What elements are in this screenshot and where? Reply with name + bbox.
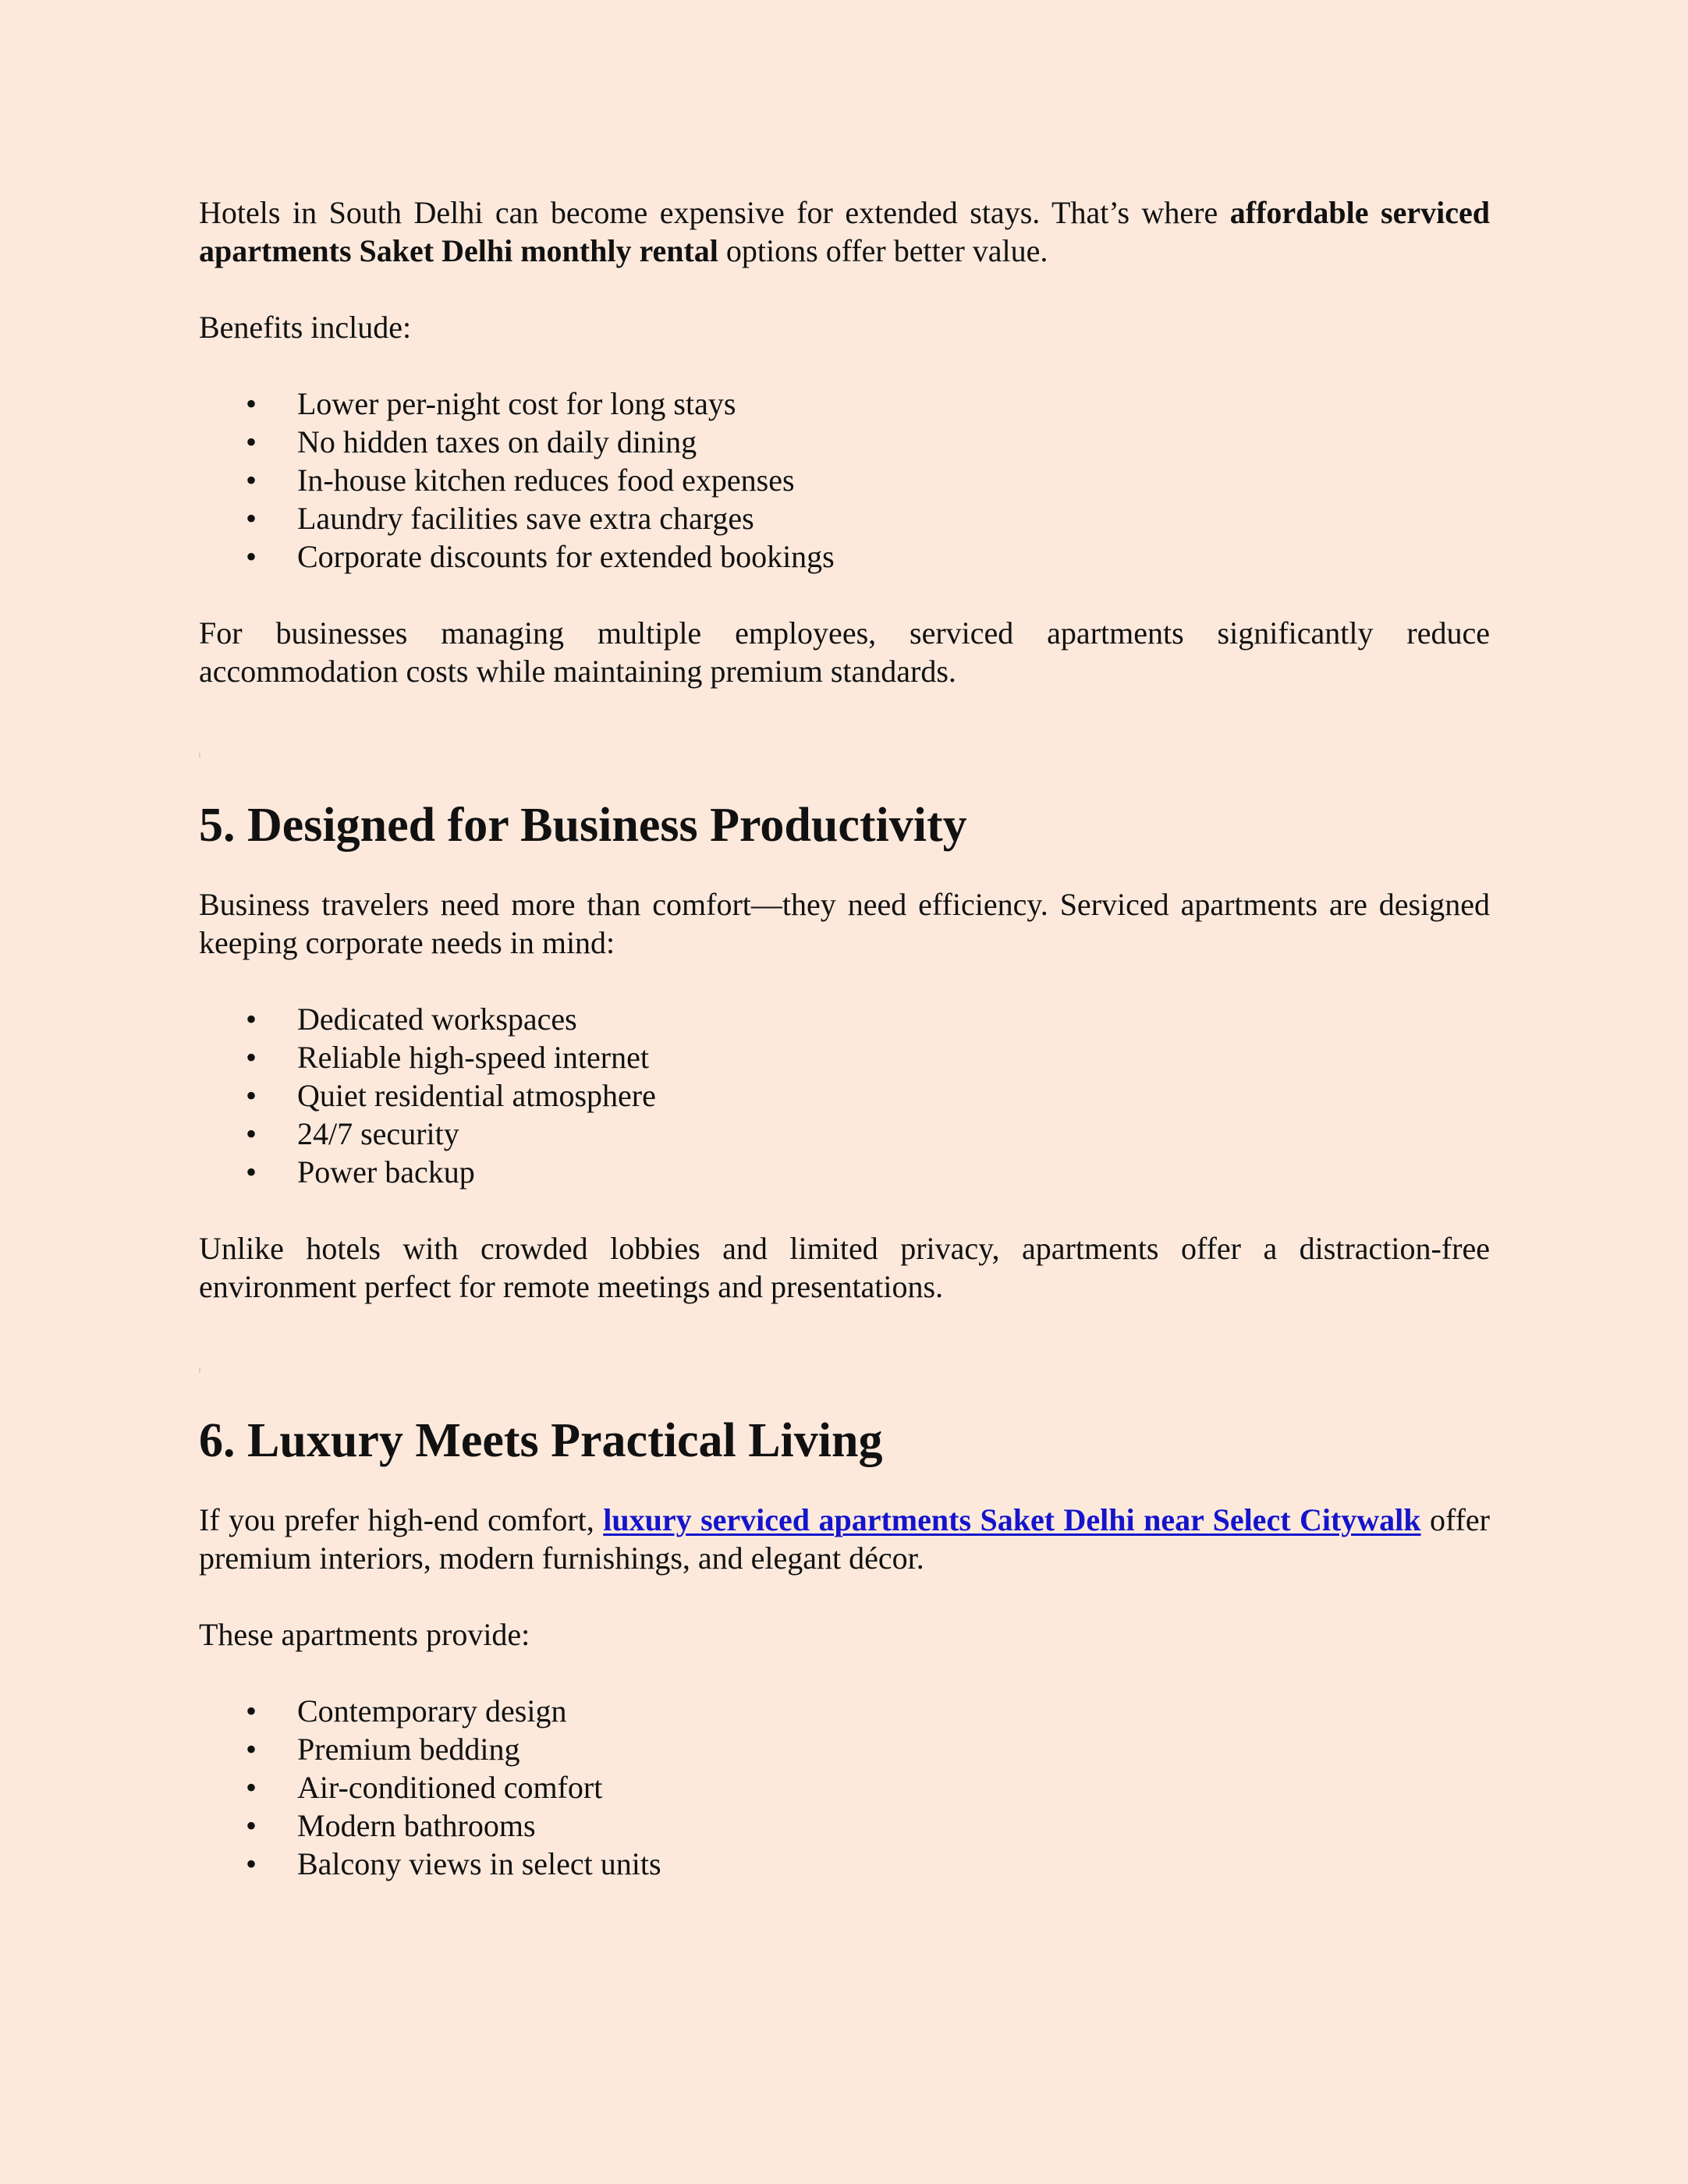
section-5-closing: Unlike hotels with crowded lobbies and limited privacy, apartments offer a distraction-free environment perfect for remote meetings and presentations.	[199, 1231, 1490, 1304]
bullet-icon: •	[246, 1116, 257, 1151]
section-6-intro	[199, 1501, 1490, 1577]
bullet-icon: •	[246, 1808, 257, 1843]
bullet-icon: •	[246, 501, 257, 536]
intro-paragraph	[199, 193, 1490, 270]
intro-text-start: Hotels in South Delhi can become expensive for extended stays. That’s where	[199, 195, 1230, 230]
section-6-lead: These apartments provide:	[199, 1617, 530, 1652]
bullet-icon: •	[246, 539, 257, 574]
list-item: • Quiet residential atmosphere	[246, 1078, 656, 1113]
list-item: • Corporate discounts for extended bookings	[246, 539, 835, 574]
bullet-icon: •	[246, 1693, 257, 1728]
section-6-heading: 6. Luxury Meets Practical Living	[199, 1414, 883, 1467]
list-item: • Air-conditioned comfort	[246, 1770, 603, 1805]
luxury-apartments-link[interactable]: luxury serviced apartments Saket Delhi near Select Citywalk	[603, 1502, 1421, 1537]
bullet-icon: •	[246, 424, 257, 459]
intro-closing-paragraph: For businesses managing multiple employees, serviced apartments significantly reduce accommodation costs while maintaining premium standards.	[199, 615, 1490, 689]
document-page	[199, 193, 1490, 1883]
bullet-icon: •	[246, 1770, 257, 1805]
list-item: • Dedicated workspaces	[246, 1002, 577, 1037]
productivity-list	[199, 1000, 1490, 1191]
section-6-text-end: offer premium interiors, modern furnishings, and elegant décor.	[199, 1502, 1491, 1576]
list-item: • 24/7 security	[246, 1116, 459, 1151]
list-item: • Lower per-night cost for long stays	[246, 386, 736, 421]
section-5-heading: 5. Designed for Business Productivity	[199, 799, 967, 852]
bullet-icon: •	[246, 386, 257, 421]
list-item: • Laundry facilities save extra charges	[246, 501, 754, 536]
list-item: • In-house kitchen reduces food expenses	[246, 463, 795, 498]
bullet-icon: •	[246, 1846, 257, 1881]
benefits-lead: Benefits include:	[199, 310, 412, 345]
list-item: • Premium bedding	[246, 1732, 520, 1767]
bullet-icon: •	[246, 1002, 257, 1037]
bullet-icon: •	[246, 1732, 257, 1767]
bullet-icon: •	[246, 1154, 257, 1190]
bullet-icon: •	[246, 1040, 257, 1075]
intro-bold-phrase: affordable serviced apartments Saket Delhi monthly rental	[199, 195, 1490, 268]
intro-text-end: options offer better value.	[718, 233, 1048, 268]
bullet-icon: •	[246, 1078, 257, 1113]
list-item: • No hidden taxes on daily dining	[246, 424, 697, 459]
list-item: • Power backup	[246, 1154, 475, 1190]
bullet-icon: •	[246, 463, 257, 498]
benefits-list	[199, 385, 1490, 576]
list-item: • Modern bathrooms	[246, 1808, 536, 1843]
list-item: • Reliable high-speed internet	[246, 1040, 649, 1075]
list-item: • Balcony views in select units	[246, 1846, 661, 1881]
luxury-features-list	[199, 1692, 1490, 1883]
section-5-intro: Business travelers need more than comfort—they need efficiency. Serviced apartments are designed keeping corporate needs in mind:	[199, 887, 1490, 960]
section-6-text-start: If you prefer high-end comfort,	[199, 1502, 604, 1537]
list-item: • Contemporary design	[246, 1693, 567, 1728]
